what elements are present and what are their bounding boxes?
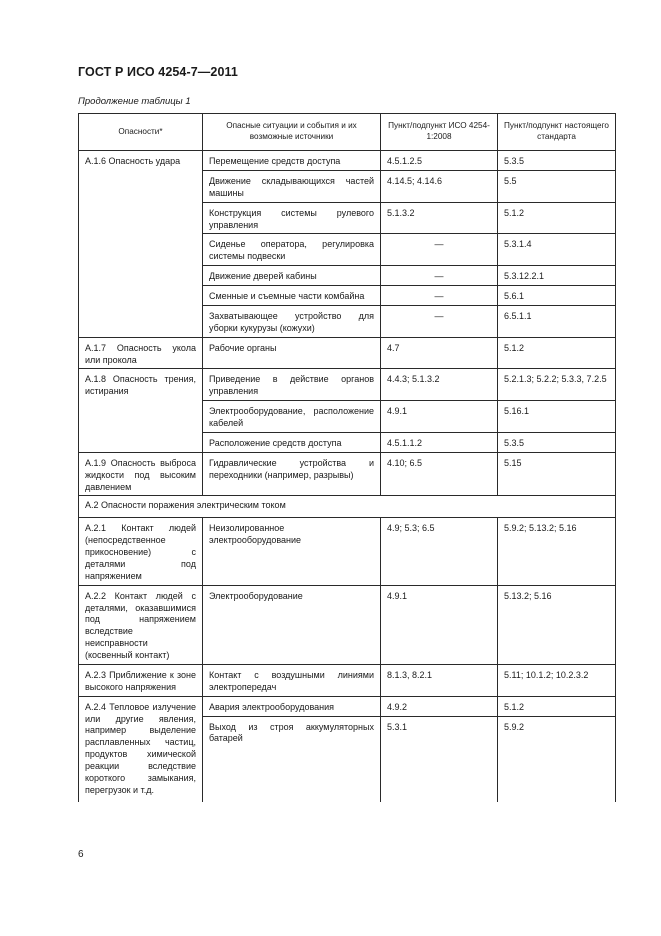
table-row <box>79 585 616 664</box>
situation-cell: Перемещение средств доступа <box>203 151 381 171</box>
table-row <box>79 518 616 585</box>
table-header-row <box>79 114 616 151</box>
std-clause-cell: 6.5.1.1 <box>498 305 616 337</box>
situation-cell: Приведение в действие органов управления <box>203 369 381 401</box>
std-clause-cell: 5.9.2 <box>498 716 616 802</box>
group-heading-row <box>79 496 616 518</box>
iso-clause-cell: 4.7 <box>381 337 498 369</box>
std-clause-cell: 5.1.2 <box>498 202 616 234</box>
header-hazards: Опасности* <box>79 114 203 151</box>
hazard-cell: А.2.2 Контакт людей с деталями, оказавшимися под напряжением вследствие неисправности (косвенный контакт) <box>79 585 203 664</box>
hazard-fluid-ejection: А.1.9 Опасность выброса жидкости под высоким давлением <box>79 452 203 496</box>
iso-clause-cell: 4.4.3; 5.1.3.2 <box>381 369 498 401</box>
iso-clause-cell: 4.9; 5.3; 6.5 <box>381 518 498 585</box>
std-clause-cell: 5.2.1.3; 5.2.2; 5.3.3, 7.2.5 <box>498 369 616 401</box>
table-row <box>79 151 616 171</box>
situation-cell: Неизолированное электрооборудование <box>203 518 381 585</box>
iso-clause-cell: — <box>381 266 498 286</box>
iso-clause-cell: 4.5.1.2.5 <box>381 151 498 171</box>
std-clause-cell: 5.3.5 <box>498 432 616 452</box>
std-clause-cell: 5.11; 10.1.2; 10.2.3.2 <box>498 664 616 696</box>
table-row <box>79 452 616 496</box>
situation-cell: Движение дверей кабины <box>203 266 381 286</box>
std-clause-cell: 5.13.2; 5.16 <box>498 585 616 664</box>
hazard-puncture: А.1.7 Опасность укола или прокола <box>79 337 203 369</box>
iso-clause-cell: 4.9.2 <box>381 696 498 716</box>
hazard-friction: А.1.8 Опасность трения, истирания <box>79 369 203 452</box>
hazard-cell: А.2.3 Приближение к зоне высокого напряжения <box>79 664 203 696</box>
situation-cell: Электрооборудование <box>203 585 381 664</box>
iso-clause-cell: 4.5.1.1.2 <box>381 432 498 452</box>
table-caption: Продолжение таблицы 1 <box>78 96 191 107</box>
std-clause-cell: 5.6.1 <box>498 286 616 306</box>
iso-clause-cell: 5.3.1 <box>381 716 498 802</box>
std-clause-cell: 5.16.1 <box>498 401 616 433</box>
hazards-table <box>78 113 616 802</box>
hazard-thermal: А.2.4 Тепловое излучение или другие явления, например выделение расплавленных частиц, продуктов химической реакции вследствие короткого замыкания, перегрузок и т.д. <box>79 696 203 801</box>
hazard-impact: А.1.6 Опасность удара <box>79 151 203 338</box>
iso-clause-cell: — <box>381 305 498 337</box>
std-clause-cell: 5.1.2 <box>498 337 616 369</box>
situation-cell: Электрооборудование, расположение кабелей <box>203 401 381 433</box>
situation-cell: Расположение средств доступа <box>203 432 381 452</box>
situation-cell: Рабочие органы <box>203 337 381 369</box>
document-title: ГОСТ Р ИСО 4254-7—2011 <box>78 65 238 79</box>
situation-cell: Захватывающее устройство для уборки кукурузы (кожухи) <box>203 305 381 337</box>
iso-clause-cell: 8.1.3, 8.2.1 <box>381 664 498 696</box>
std-clause-cell: 5.3.5 <box>498 151 616 171</box>
std-clause-cell: 5.5 <box>498 170 616 202</box>
std-clause-cell: 5.3.1.4 <box>498 234 616 266</box>
std-clause-cell: 5.9.2; 5.13.2; 5.16 <box>498 518 616 585</box>
header-std-clause: Пункт/подпункт настоящего стандарта <box>498 114 616 151</box>
situation-cell: Сиденье оператора, регулировка системы подвески <box>203 234 381 266</box>
situation-cell: Контакт с воздушными линиями электропередач <box>203 664 381 696</box>
iso-clause-cell: 4.14.5; 4.14.6 <box>381 170 498 202</box>
iso-clause-cell: 4.9.1 <box>381 585 498 664</box>
iso-clause-cell: — <box>381 234 498 266</box>
table-row <box>79 369 616 401</box>
page-number: 6 <box>78 849 84 860</box>
table-row <box>79 337 616 369</box>
situation-cell: Авария электрооборудования <box>203 696 381 716</box>
table-row <box>79 696 616 716</box>
situation-cell: Сменные и съемные части комбайна <box>203 286 381 306</box>
situation-cell: Движение складывающихся частей машины <box>203 170 381 202</box>
situation-cell: Выход из строя аккумуляторных батарей <box>203 716 381 802</box>
table-row <box>79 664 616 696</box>
iso-clause-cell: 4.9.1 <box>381 401 498 433</box>
hazard-cell: А.2.1 Контакт людей (непосредственное прикосновение) с деталями под напряжением <box>79 518 203 585</box>
std-clause-cell: 5.1.2 <box>498 696 616 716</box>
std-clause-cell: 5.15 <box>498 452 616 496</box>
iso-clause-cell: 4.10; 6.5 <box>381 452 498 496</box>
header-situations: Опасные ситуации и события и их возможные источники <box>203 114 381 151</box>
situation-cell: Гидравлические устройства и переходники (например, разрывы) <box>203 452 381 496</box>
std-clause-cell: 5.3.12.2.1 <box>498 266 616 286</box>
group-heading-electrical: А.2 Опасности поражения электрическим током <box>79 496 616 518</box>
iso-clause-cell: — <box>381 286 498 306</box>
situation-cell: Конструкция системы рулевого управления <box>203 202 381 234</box>
header-iso-clause: Пункт/подпункт ИСО 4254-1:2008 <box>381 114 498 151</box>
iso-clause-cell: 5.1.3.2 <box>381 202 498 234</box>
